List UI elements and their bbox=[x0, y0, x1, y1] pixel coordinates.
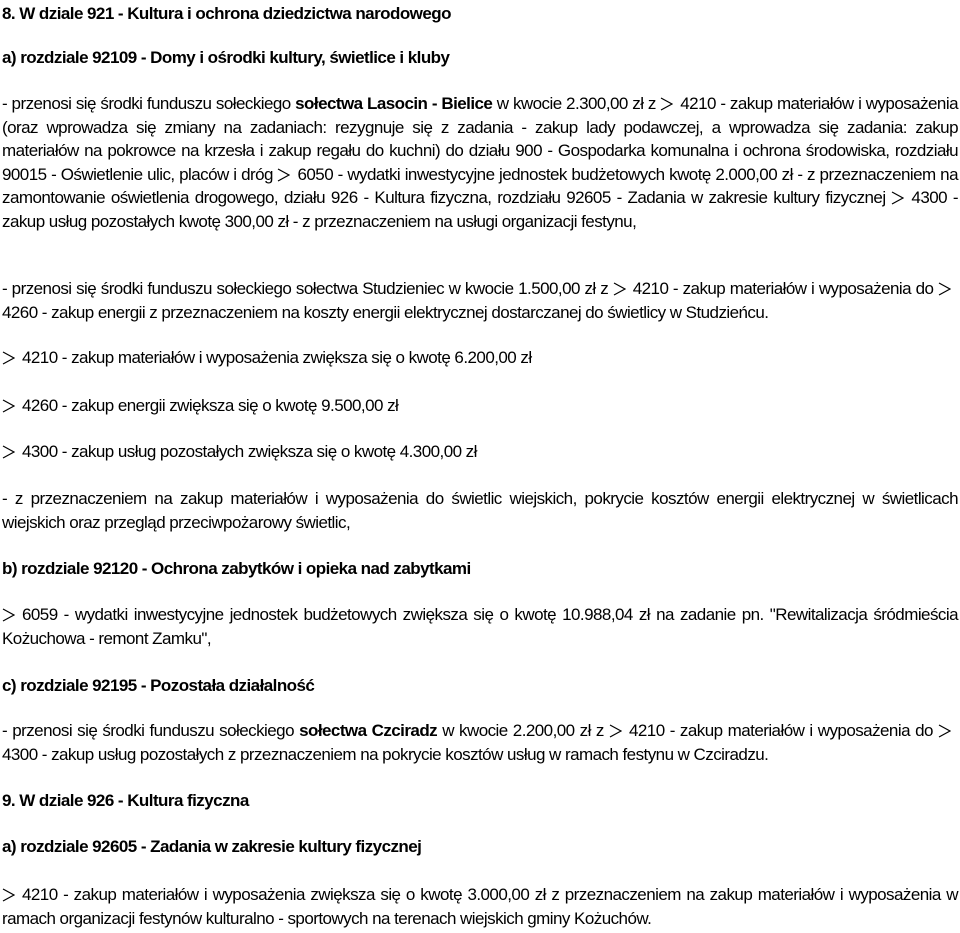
subsection-heading-92109-text: a) rozdziale 92109 - Domy i ośrodki kultury, świetlice i kluby bbox=[2, 48, 450, 67]
line-text: 4260 - zakup energii zwiększa się o kwotę 9.500,00 zł bbox=[22, 396, 399, 415]
paragraph-studzieniec bbox=[2, 277, 958, 324]
section-heading-8-text: 8. W dziale 921 - Kultura i ochrona dziedzictwa narodowego bbox=[2, 4, 451, 23]
paragraph-text: 4210 - zakup materiałów i wyposażenia zwiększa się o kwotę 3.000,00 zł z przeznaczeniem na zakup materiałów i wyposażenia w ramach organizacji festynów kulturalno - sportowych na terenach wiejskich gminy Kożuchów. bbox=[2, 885, 958, 928]
line-4300-increase bbox=[2, 440, 958, 464]
line-4260-increase bbox=[2, 394, 958, 418]
section-heading-9-text: 9. W dziale 926 - Kultura fizyczna bbox=[2, 791, 249, 810]
line-text: 4300 - zakup usług pozostałych zwiększa się o kwotę 4.300,00 zł bbox=[22, 442, 477, 461]
paragraph-purpose-swietlice bbox=[2, 487, 958, 534]
paragraph-text: 4300 - zakup usług pozostałych z przeznaczeniem na pokrycie kosztów usług w ramach festynu w Czciradzu. bbox=[2, 744, 769, 764]
paragraph-text: 4210 - zakup materiałów i wyposażenia do bbox=[632, 279, 934, 298]
paragraph-6059 bbox=[2, 603, 958, 650]
paragraph-text: - przenosi się środki funduszu sołeckiego bbox=[2, 721, 300, 740]
paragraph-text: - przenosi się środki funduszu sołeckiego sołectwa Studzieniec w kwocie 1.500,00 zł z bbox=[2, 279, 609, 298]
section-mark-icon bbox=[660, 97, 673, 111]
section-mark-icon bbox=[2, 399, 15, 413]
village-name-czciradz: sołectwa Czciradz bbox=[299, 721, 438, 740]
section-mark-icon bbox=[609, 724, 622, 738]
section-mark-icon bbox=[2, 351, 15, 365]
paragraph-text: - z przeznaczeniem na zakup materiałów i wyposażenia do świetlic wiejskich, pokrycie kosztów energii elektrycznej w świetlicach wiejskich oraz przegląd przeciwpożarowy świetlic, bbox=[2, 489, 958, 532]
paragraph-czciradz bbox=[2, 719, 958, 766]
paragraph-text: 4210 - zakup materiałów i wyposażenia do bbox=[629, 721, 933, 740]
line-4210-increase bbox=[2, 346, 958, 370]
section-mark-icon bbox=[613, 282, 626, 296]
paragraph-text: - przenosi się środki funduszu sołeckiego bbox=[2, 94, 296, 113]
subsection-heading-92605 bbox=[2, 835, 958, 859]
village-name-lasocin-bielice: sołectwa Lasocin - Bielice bbox=[295, 94, 493, 113]
paragraph-text: 4300 - zakup usług pozostałych kwotę 300,00 zł - z przeznaczeniem na usługi organizacji festynu, bbox=[2, 188, 958, 231]
paragraph-festyny bbox=[2, 883, 958, 930]
section-mark-icon bbox=[891, 191, 904, 205]
section-heading-9 bbox=[2, 789, 958, 813]
paragraph-text: 4210 - zakup materiałów i wyposażenia (oraz wprowadza się zmiany na zadaniach: rezygnuje się z zadania - zakup lady podawczej, a wprowadza się zadania: zakup materiałów na pokrowce na krzesła i zakup regału do kuchni) do działu 900 - Gospodarka komunalna i ochrona środowiska, rozdziału 90015 - Oświetlenie ulic, placów i dróg bbox=[2, 94, 958, 184]
paragraph-text: w kwocie 2.300,00 zł z bbox=[492, 94, 656, 113]
paragraph-text: 4260 - zakup energii z przeznaczeniem na koszty energii elektrycznej dostarczanej do świetlicy w Studzieńcu. bbox=[2, 302, 769, 322]
paragraph-text: 6050 - wydatki inwestycyjne jednostek budżetowych kwotę 2.000,00 zł - z przeznaczeniem na zamontowanie oświetlenia drogowego, działu 926 - Kultura fizyczna, rozdziału 92605 - Zadania w zakresie kultury fizycznej bbox=[2, 164, 958, 207]
section-mark-icon bbox=[277, 168, 290, 182]
section-mark-icon bbox=[938, 724, 951, 738]
paragraph-text: w kwocie 2.200,00 zł z bbox=[437, 721, 604, 740]
line-text: 4210 - zakup materiałów i wyposażenia zwiększa się o kwotę 6.200,00 zł bbox=[22, 348, 532, 367]
subsection-heading-92605-text: a) rozdziale 92605 - Zadania w zakresie kultury fizycznej bbox=[2, 837, 422, 856]
subsection-heading-92195 bbox=[2, 674, 958, 698]
subsection-heading-92120-text: b) rozdziale 92120 - Ochrona zabytków i opieka nad zabytkami bbox=[2, 559, 471, 578]
section-mark-icon bbox=[938, 282, 951, 296]
subsection-heading-92120 bbox=[2, 557, 958, 581]
subsection-heading-92109 bbox=[2, 46, 958, 70]
section-mark-icon bbox=[2, 608, 15, 622]
section-heading-8 bbox=[2, 2, 958, 26]
paragraph-text: 6059 - wydatki inwestycyjne jednostek budżetowych zwiększa się o kwotę 10.988,04 zł na zadanie pn. "Rewitalizacja śródmieścia Kożuchowa - remont Zamku", bbox=[2, 605, 958, 648]
section-mark-icon bbox=[2, 445, 15, 459]
section-mark-icon bbox=[2, 888, 15, 902]
subsection-heading-92195-text: c) rozdziale 92195 - Pozostała działalność bbox=[2, 676, 315, 695]
paragraph-lasocin-bielice bbox=[2, 92, 958, 233]
